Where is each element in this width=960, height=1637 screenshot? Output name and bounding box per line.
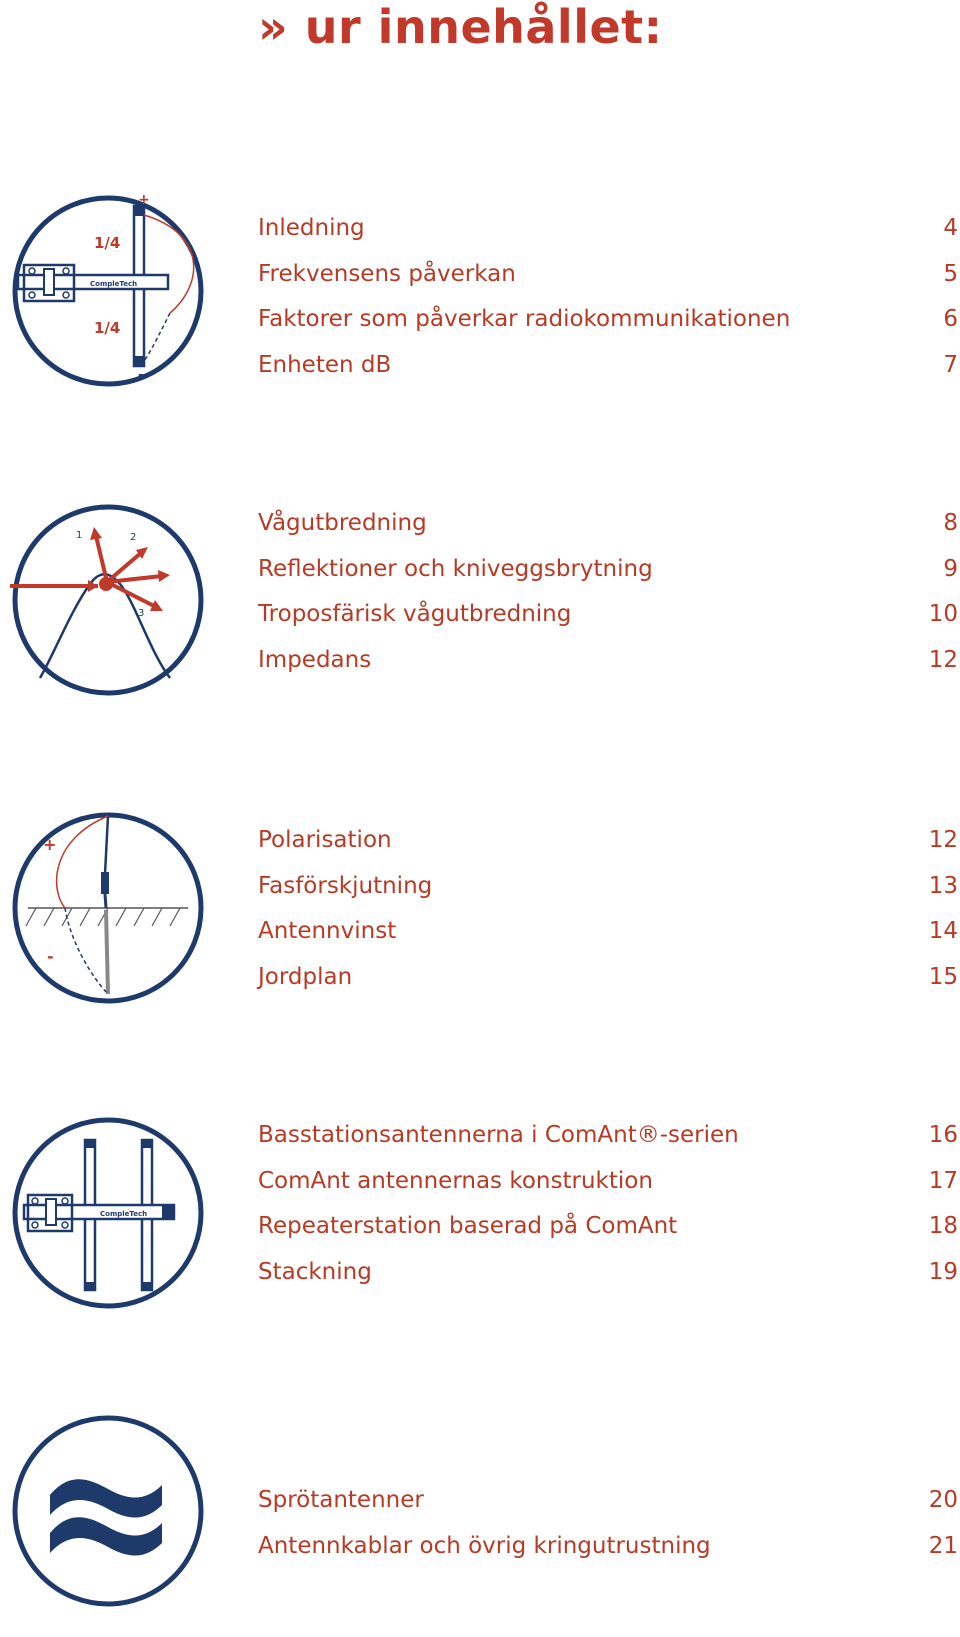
minus-label: - xyxy=(138,367,144,383)
toc-entry-page: 9 xyxy=(943,555,958,582)
toc-entry-page: 8 xyxy=(943,510,958,536)
toc-entry-title: Repeaterstation baserad på ComAnt xyxy=(258,1213,678,1239)
toc-entry-page: 7 xyxy=(943,351,958,378)
brand-label: CompleTech xyxy=(90,280,138,288)
toc-entry[interactable] xyxy=(258,818,958,864)
toc-entry-title: Antennkablar och övrig kringutrustning xyxy=(258,1532,711,1559)
toc-entry[interactable] xyxy=(258,1159,958,1205)
toc-entry[interactable] xyxy=(258,343,958,389)
page-title: » ur innehållet: xyxy=(258,0,663,54)
toc-entry[interactable] xyxy=(258,638,958,684)
toc-entry[interactable] xyxy=(258,955,958,1001)
toc-section-3 xyxy=(258,818,958,1000)
toc-entry-page: 4 xyxy=(943,215,958,241)
toc-entry-page: 19 xyxy=(928,1258,958,1285)
toc-section-1 xyxy=(258,206,958,388)
approximately-equal-icon xyxy=(10,1413,206,1609)
toc-entry-title: Stackning xyxy=(258,1258,372,1285)
toc-entry[interactable] xyxy=(258,1250,958,1296)
toc-entry-page: 20 xyxy=(928,1487,958,1513)
ray-3-label: 3 xyxy=(138,608,145,619)
toc-entry[interactable] xyxy=(258,1478,958,1524)
toc-entry-page: 12 xyxy=(928,646,958,673)
toc-entry[interactable] xyxy=(258,1113,958,1159)
toc-entry-page: 13 xyxy=(928,872,958,899)
fraction-top-label: 1/4 xyxy=(94,234,121,252)
toc-entry-title: Basstationsantennerna i ComAnt®-serien xyxy=(258,1122,739,1148)
ground-plane-antenna-icon xyxy=(10,810,206,1006)
toc-entry-page: 14 xyxy=(928,918,958,944)
toc-entry-page: 12 xyxy=(928,827,958,853)
toc-entry-title: Jordplan xyxy=(258,963,353,990)
toc-entry[interactable] xyxy=(258,297,958,343)
toc-entry-page: 15 xyxy=(928,963,958,990)
toc-entry-title: Vågutbredning xyxy=(258,510,427,536)
toc-entry-page: 18 xyxy=(928,1213,958,1239)
toc-entry-title: Sprötantenner xyxy=(258,1487,424,1513)
plus-label: + xyxy=(138,193,150,208)
base-station-antenna-icon xyxy=(10,1115,206,1311)
toc-entry-title: Frekvensens påverkan xyxy=(258,260,516,287)
toc-entry[interactable] xyxy=(258,206,958,252)
toc-entry-title: ComAnt antennernas konstruktion xyxy=(258,1167,653,1194)
dipole-antenna-icon xyxy=(10,193,206,389)
wave-propagation-icon xyxy=(10,502,206,698)
toc-entry[interactable] xyxy=(258,1204,958,1250)
toc-entry-page: 5 xyxy=(943,260,958,287)
toc-entry-page: 6 xyxy=(943,306,958,332)
toc-section-5 xyxy=(258,1478,958,1569)
toc-entry-title: Faktorer som påverkar radiokommunikationen xyxy=(258,306,791,332)
plus-label: + xyxy=(43,835,57,854)
toc-entry-title: Impedans xyxy=(258,646,372,673)
toc-entry-page: 16 xyxy=(928,1122,958,1148)
toc-entry-title: Inledning xyxy=(258,215,365,241)
toc-entry-title: Enheten dB xyxy=(258,351,392,378)
toc-entry-title: Antennvinst xyxy=(258,918,397,944)
ray-2-label: 2 xyxy=(130,532,137,543)
toc-entry-title: Reflektioner och kniveggsbrytning xyxy=(258,555,653,582)
fraction-bottom-label: 1/4 xyxy=(94,319,121,337)
toc-entry[interactable] xyxy=(258,501,958,547)
toc-entry[interactable] xyxy=(258,252,958,298)
toc-entry-page: 10 xyxy=(928,601,958,627)
toc-entry[interactable] xyxy=(258,547,958,593)
ray-1-label: 1 xyxy=(76,530,83,541)
toc-section-4 xyxy=(258,1113,958,1295)
toc-entry-title: Fasförskjutning xyxy=(258,872,433,899)
toc-entry[interactable] xyxy=(258,864,958,910)
toc-entry-page: 21 xyxy=(928,1532,958,1559)
toc-entry-page: 17 xyxy=(928,1167,958,1194)
toc-entry[interactable] xyxy=(258,1524,958,1570)
toc-entry-title: Troposfärisk vågutbredning xyxy=(258,601,572,627)
minus-label: - xyxy=(47,947,54,966)
toc-entry-title: Polarisation xyxy=(258,827,392,853)
toc-section-2 xyxy=(258,501,958,683)
brand-label: CompleTech xyxy=(100,1210,148,1218)
toc-entry[interactable] xyxy=(258,909,958,955)
toc-entry[interactable] xyxy=(258,592,958,638)
